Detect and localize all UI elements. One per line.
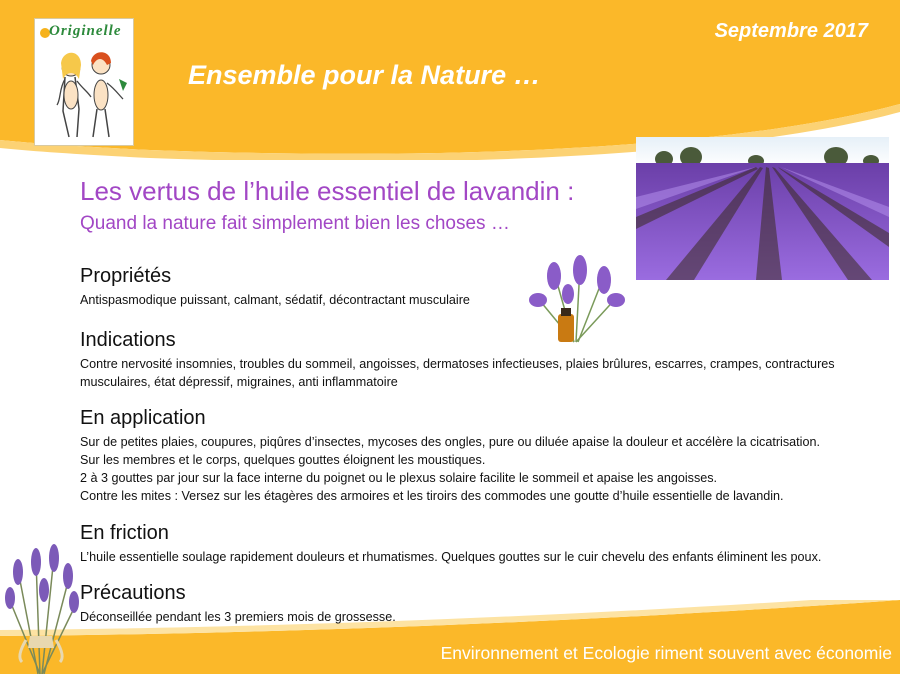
footer-slogan: Environnement et Ecologie riment souvent avec économie — [440, 643, 892, 663]
section-line: Sur de petites plaies, coupures, piqûres d’insectes, mycoses des ongles, pure ou diluée apaise la douleur et accélère la cicatrisation. — [80, 435, 820, 449]
section-line: Antispasmodique puissant, calmant, sédatif, décontractant musculaire — [80, 293, 470, 307]
lavender-bouquet-image — [0, 540, 82, 674]
section-line: Déconseillée pendant les 3 premiers mois de grossesse. — [80, 610, 396, 624]
section-heading: En friction — [80, 522, 169, 544]
section-line: L’huile essentielle soulage rapidement douleurs et rhumatismes. Quelques gouttes sur le cuir chevelu des enfants éliminent les poux. — [80, 550, 822, 564]
section-heading: Indications — [80, 329, 176, 351]
section-precautions — [80, 581, 890, 626]
section-line: Sur les membres et le corps, quelques gouttes éloignent les moustiques. — [80, 453, 486, 467]
section-en-friction — [80, 521, 890, 566]
section-proprietes — [80, 264, 890, 309]
logo-text: Originelle — [49, 23, 122, 39]
section-line: Contre les mites : Versez sur les étagères des armoires et les tiroirs des commodes une goutte d’huile essentielle de lavandin. — [80, 489, 784, 503]
issue-date: Septembre 2017 — [714, 20, 868, 42]
section-line: 2 à 3 gouttes par jour sur la face interne du poignet ou le plexus solaire facilite le sommeil et apaise les angoisses. — [80, 471, 718, 485]
section-line: Contre nervosité insomnies, troubles du sommeil, angoisses, dermatoses infectieuses, plaies brûlures, escarres, crampes, contractures musculaires, état dépressif, migraines, anti inflammatoire — [80, 357, 835, 389]
section-indications — [80, 328, 890, 391]
originelle-logo — [34, 18, 134, 146]
section-heading: Précautions — [80, 582, 186, 604]
lavender-field-photo — [636, 137, 889, 280]
article-subtitle: Quand la nature fait simplement bien les choses … — [80, 213, 510, 234]
section-heading: En application — [80, 407, 206, 429]
header-tagline: Ensemble pour la Nature … — [188, 60, 541, 90]
section-en-application — [80, 406, 890, 505]
section-heading: Propriétés — [80, 265, 172, 287]
article-title: Les vertus de l’huile essentiel de lavandin : — [80, 176, 575, 206]
